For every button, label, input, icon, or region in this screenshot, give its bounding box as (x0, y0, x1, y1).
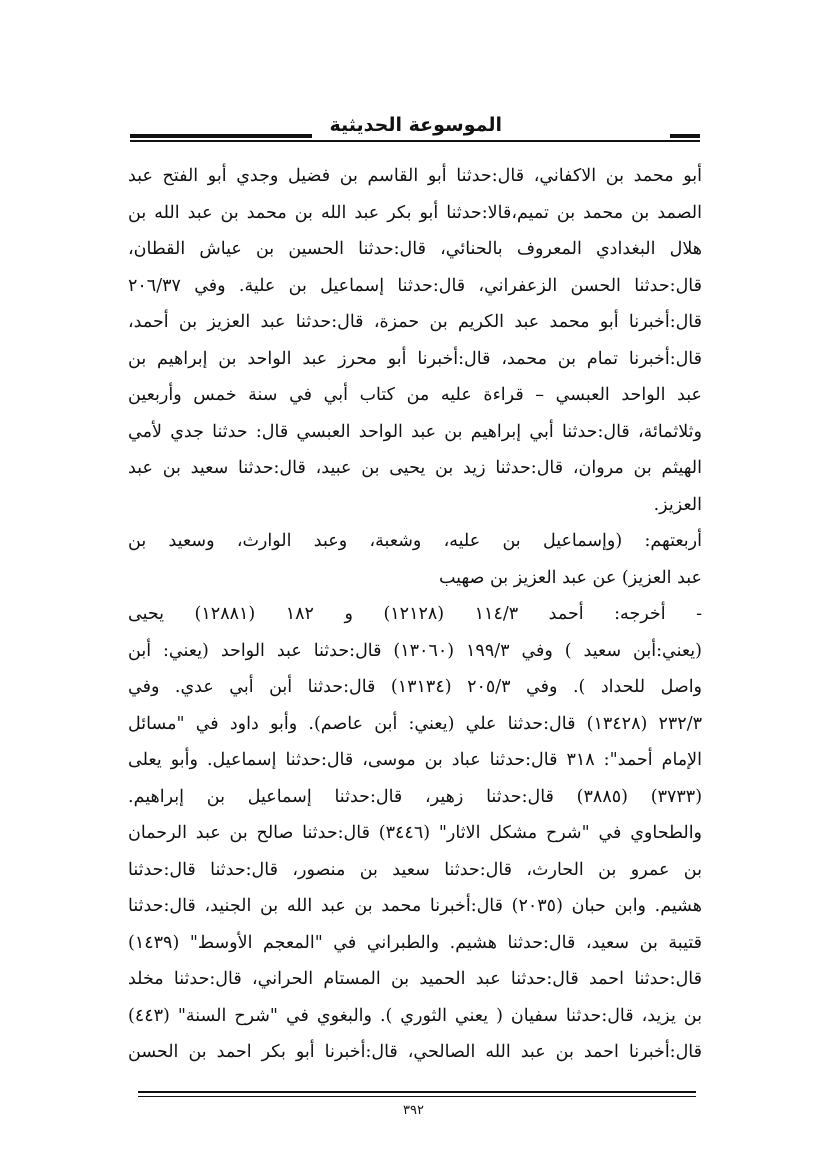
body-line: (٣٧٣٣) (٣٨٨٥) قال:حدثنا زهير، قال:حدثنا إسماعيل بن إبراهيم. (128, 786, 702, 807)
page-number: ٣٩٢ (403, 1103, 424, 1118)
body-line: عبد العزيز) عن عبد العزيز بن صهيب (438, 567, 702, 588)
body-line: أبو محمد بن الاكفاني، قال:حدثنا أبو القاسم بن فضيل وجدي أبو الفتح عبد (128, 166, 702, 186)
page-title: الموسوعة الحديثية (329, 114, 502, 136)
body-line: وثلاثمائة، قال:حدثنا أبي إبراهيم بن عبد الواحد العبسي قال: حدثنا جدي لأمي (128, 421, 702, 442)
body-line: قال:أخبرنا أبو محمد عبد الكريم بن حمزة، قال:حدثنا عبد العزيز بن أحمد، (128, 312, 702, 332)
body-line: الصمد بن محمد بن تميم،قالا:حدثنا أبو بكر عبد الله بن محمد بن عبد الله بن (128, 202, 702, 223)
body-line: هلال البغدادي المعروف بالحنائي، قال:حدثنا الحسين بن عياش القطان، (128, 239, 702, 259)
body-line: أربعتهم: (وإسماعيل بن عليه، وشعبة، وعبد الوارث، وسعيد بن (128, 531, 702, 551)
body-line: قال:حدثنا احمد قال:حدثنا عبد الحميد بن المستام الحراني، قال:حدثنا مخلد (128, 969, 702, 989)
body-line: قتيبة بن سعيد، قال:حدثنا هشيم. والطبراني في "المعجم الأوسط" (١٤٣٩) (128, 932, 702, 953)
body-line: (يعني:أبن سعيد ) وفي ١٩٩/٣ (١٣٠٦٠) قال:حدثنا عبد الواحد (يعني: أبن (128, 640, 702, 661)
body-line: - أخرجه: أحمد ١١٤/٣ (١٢١٢٨) و ١٨٢ (١٢٨٨١) يحيى (128, 604, 702, 624)
body-line: بن يزيد، قال:حدثنا سفيان ( يعني الثوري ). والبغوي في "شرح السنة" (٤٤٣) (128, 1005, 702, 1026)
header-rule (130, 140, 700, 142)
body-line: قال:أخبرنا تمام بن محمد، قال:أخبرنا أبو محرز عبد الواحد بن إبراهيم بن (128, 348, 702, 369)
page-header (130, 112, 700, 142)
body-line: والطحاوي في "شرح مشكل الاثار" (٣٤٤٦) قال:حدثنا صالح بن عبد الرحمان (128, 823, 702, 843)
page-body (128, 158, 702, 1071)
body-line: قال:حدثنا الحسن الزعفراني، قال:حدثنا إسماعيل بن علية. وفي ٢٠٦/٣٧ (128, 275, 702, 296)
body-line: الإمام أحمد": ٣١٨ قال:حدثنا عباد بن موسى، قال:حدثنا إسماعيل. وأبو يعلى (128, 750, 702, 770)
footer-rule (138, 1091, 696, 1093)
header-rule-right-segment (670, 134, 700, 138)
body-line: هشيم. وابن حبان (٢٠٣٥) قال:أخبرنا محمد بن عبد الله بن الجنيد، قال:حدثنا (128, 896, 702, 916)
body-line: ٢٣٢/٣ (١٣٤٢٨) قال:حدثنا علي (يعني: أبن عاصم). وأبو داود في "مسائل (128, 713, 702, 734)
header-rule-left-segment (130, 134, 312, 138)
body-line: عبد الواحد العبسي – قراءة عليه من كتاب أبي في سنة خمس وأربعين (128, 385, 702, 405)
footer-rule-thin (138, 1096, 696, 1097)
body-line: واصل للحداد ). وفي ٢٠٥/٣ (١٣١٣٤) قال:حدثنا أبن أبي عدي. وفي (128, 677, 702, 697)
body-line: قال:أخبرنا احمد بن عبد الله الصالحي، قال:أخبرنا أبو بكر احمد بن الحسن (128, 1042, 702, 1062)
body-line: بن عمرو بن الحارث، قال:حدثنا سعيد بن منصور، قال:حدثنا قال:حدثنا (128, 859, 702, 880)
body-line: العزيز. (653, 494, 702, 515)
body-line: الهيثم بن مروان، قال:حدثنا زيد بن يحيى بن عبيد، قال:حدثنا سعيد بن عبد (128, 458, 702, 478)
